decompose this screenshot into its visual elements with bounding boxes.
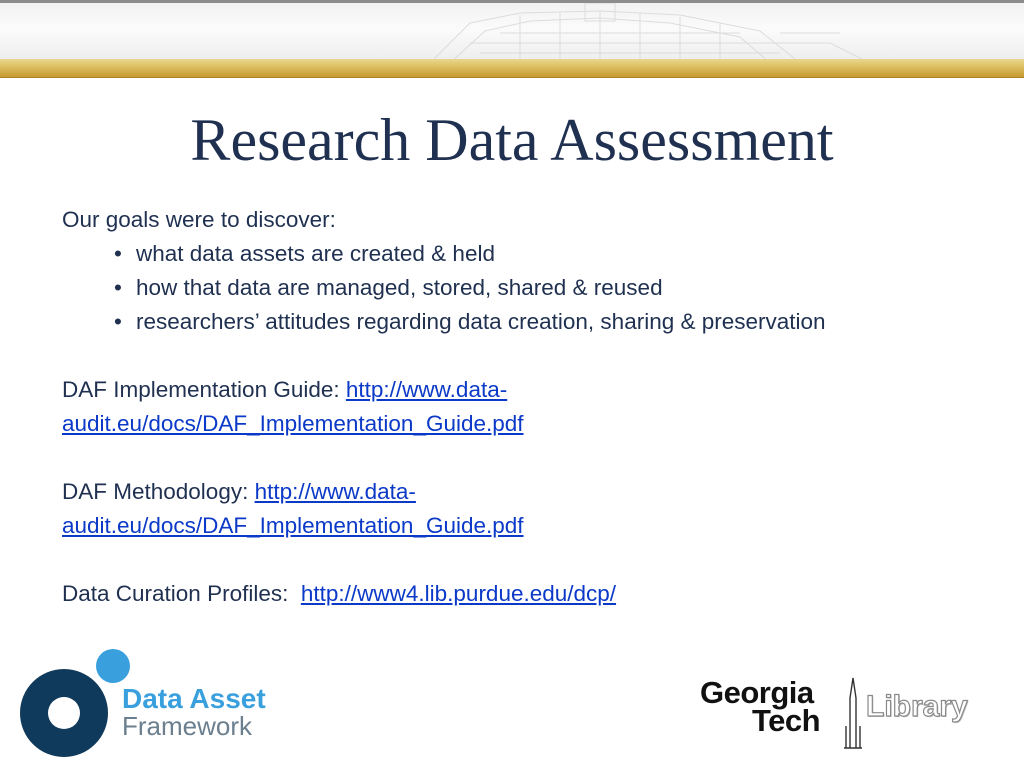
implementation-guide-link[interactable]: http://www.data- audit.eu/docs/DAF_Implementation_Guide.pdf	[62, 377, 524, 436]
daf-logo-subtitle: Framework	[122, 711, 253, 741]
slide-title: Research Data Assessment	[190, 107, 834, 173]
list-item-text: what data assets are created & held	[136, 241, 495, 266]
list-item	[112, 237, 992, 271]
methodology-link[interactable]: http://www.data- audit.eu/docs/DAF_Implementation_Guide.pdf	[62, 479, 524, 538]
bullet-icon: •	[114, 275, 122, 300]
header-decoration	[0, 3, 1024, 60]
goals-list	[62, 237, 992, 339]
bullet-icon: •	[114, 241, 122, 266]
curation-profiles-link[interactable]: http://www4.lib.purdue.edu/dcp/	[300, 581, 617, 606]
intro-text: Our goals were to discover:	[62, 207, 336, 232]
daf-logo-title: Data Asset	[122, 683, 266, 714]
gt-logo-georgia: Georgia	[700, 675, 814, 710]
list-item-text: researchers’ attitudes regarding data creation, sharing & preservation	[136, 309, 826, 334]
list-item-text: how that data are managed, stored, shared & reused	[136, 275, 663, 300]
reference-curation-profiles	[62, 577, 992, 611]
reference-label: DAF Implementation Guide:	[62, 377, 346, 402]
slide-body	[62, 203, 992, 611]
reference-label: DAF Methodology:	[62, 479, 255, 504]
reference-implementation-guide	[62, 373, 992, 441]
list-item	[112, 271, 992, 305]
reference-methodology	[62, 475, 992, 543]
gt-logo-library: Library	[866, 690, 968, 723]
gold-divider	[0, 59, 1024, 78]
list-item	[112, 305, 992, 339]
gt-logo-tech: Tech	[752, 703, 821, 738]
reference-label: Data Curation Profiles:	[62, 581, 301, 606]
header-banner	[0, 0, 1024, 60]
bullet-icon: •	[114, 309, 122, 334]
